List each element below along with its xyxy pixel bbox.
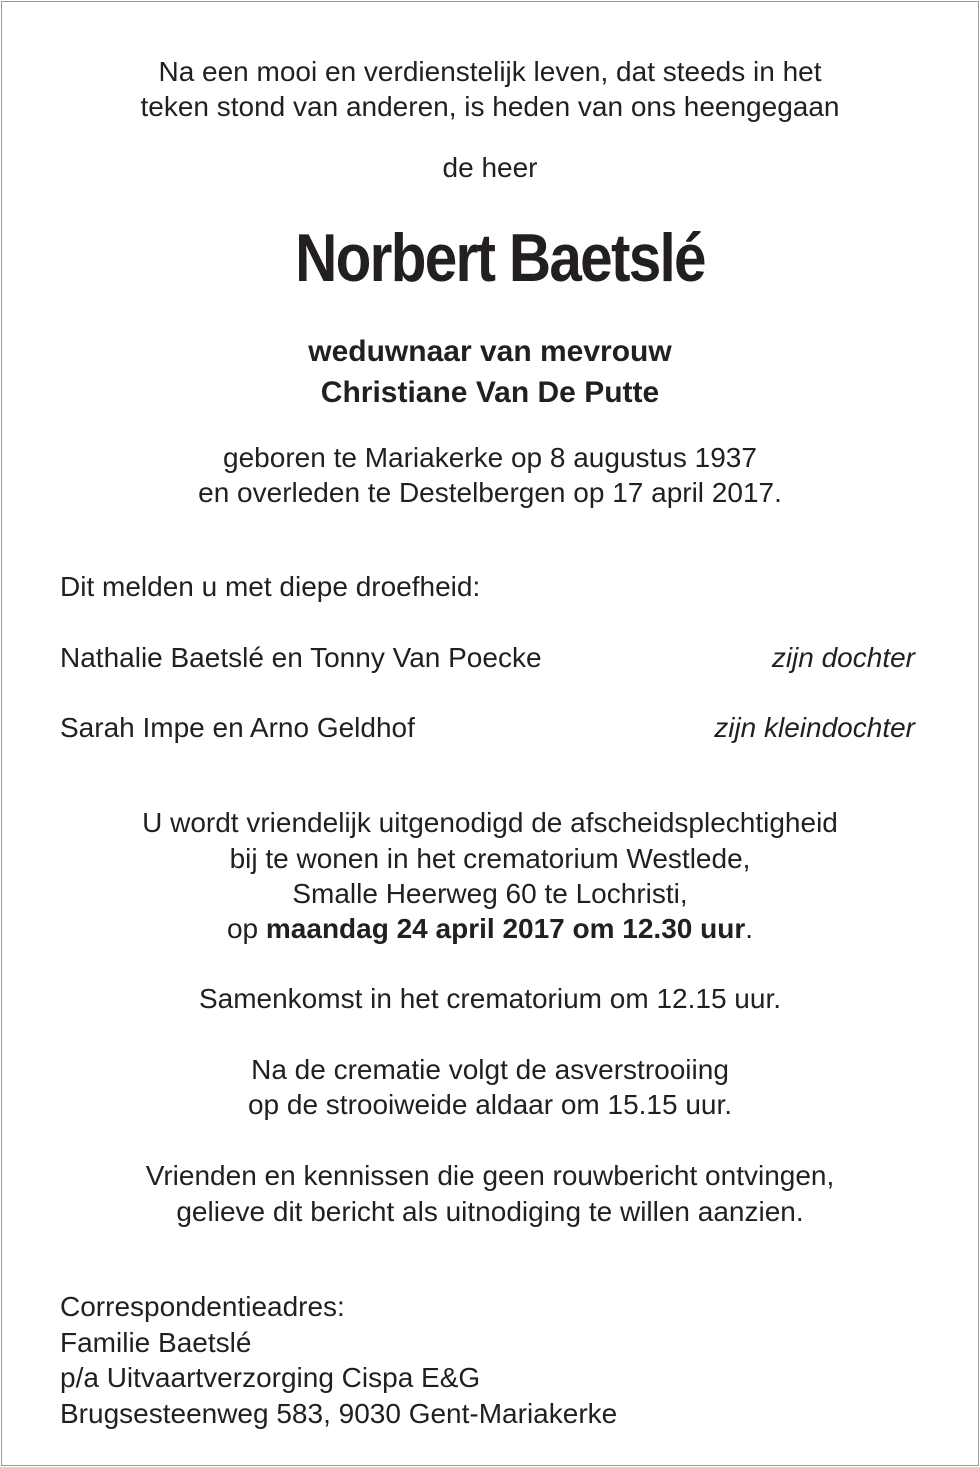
ceremony-line-3: Smalle Heerweg 60 te Lochristi, xyxy=(292,878,688,909)
birth-line: geboren te Mariakerke op 8 augustus 1937 xyxy=(223,442,757,473)
correspondence-line-2: p/a Uitvaartverzorging Cispa E&G xyxy=(60,1362,481,1393)
ceremony-line-1: U wordt vriendelijk uitgenodigd de afscheidsplechtigheid xyxy=(142,807,838,838)
death-line: en overleden te Destelbergen op 17 april 2017. xyxy=(198,477,782,508)
friends-line-1: Vrienden en kennissen die geen rouwbericht ontvingen, xyxy=(145,1160,835,1191)
gathering-line: Samenkomst in het crematorium om 12.15 uur. xyxy=(198,983,782,1014)
correspondence-label: Correspondentieadres: xyxy=(60,1291,345,1322)
ceremony-prefix: op xyxy=(226,913,266,944)
spouse-line-2: Christiane Van De Putte xyxy=(320,376,660,409)
title-prefix: de heer xyxy=(442,152,538,183)
scattering-line-1: Na de crematie volgt de asverstrooiing xyxy=(251,1054,729,1085)
friends-line-2: gelieve dit bericht als uitnodiging te willen aanzien. xyxy=(176,1196,804,1227)
scattering-line-2: op de strooiweide aldaar om 15.15 uur. xyxy=(247,1089,733,1120)
ceremony-suffix: . xyxy=(745,913,754,944)
ceremony-line-2: bij te wonen in het crematorium Westlede, xyxy=(229,843,751,874)
intro-line-1: Na een mooi en verdienstelijk leven, dat steeds in het xyxy=(158,56,822,87)
family-row xyxy=(60,711,915,745)
spouse-line-1: weduwnaar van mevrouw xyxy=(308,335,672,368)
correspondence-line-3: Brugsesteenweg 583, 9030 Gent-Mariakerke xyxy=(60,1398,618,1429)
deceased-name: Norbert Baetslé xyxy=(295,220,705,296)
announcement: Dit melden u met diepe droefheid: xyxy=(60,571,481,602)
ceremony-datetime xyxy=(0,912,980,946)
family-relation: zijn kleindochter xyxy=(714,712,915,743)
ceremony-date-bold: maandag 24 april 2017 om 12.30 uur xyxy=(265,913,746,944)
family-row xyxy=(60,641,915,675)
family-relation: zijn dochter xyxy=(771,642,915,673)
intro-line-2: teken stond van anderen, is heden van ons heengegaan xyxy=(140,91,840,122)
family-names: Nathalie Baetslé en Tonny Van Poecke xyxy=(60,642,542,673)
family-names: Sarah Impe en Arno Geldhof xyxy=(60,712,415,743)
correspondence-line-1: Familie Baetslé xyxy=(60,1327,252,1358)
